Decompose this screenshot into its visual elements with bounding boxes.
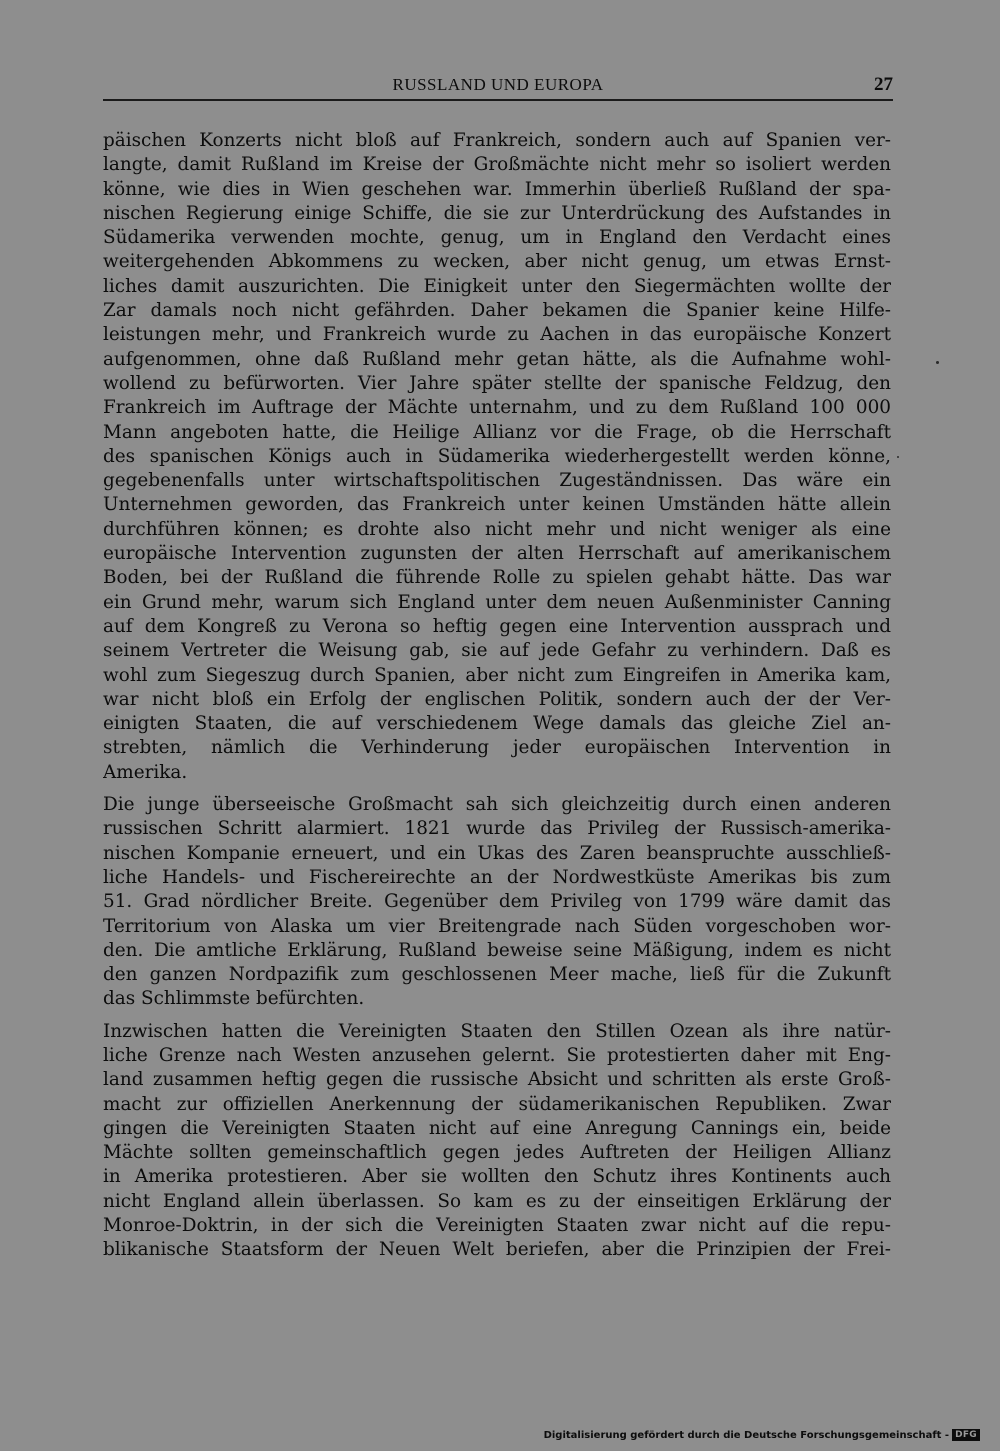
text-line: Zar damals noch nicht gefährden. Daher bekamen die Spanier keine Hilfe-	[103, 300, 891, 322]
text-line: russischen Schritt alarmiert. 1821 wurde das Privileg der Russisch-amerika-	[103, 818, 891, 840]
text-line: könne, wie dies in Wien geschehen war. Immerhin überließ Rußland der spa-	[103, 178, 891, 200]
text-line: päischen Konzerts nicht bloß auf Frankreich, sondern auch auf Spanien ver-	[103, 130, 891, 151]
dfg-logo-icon: DFG	[952, 1429, 980, 1441]
text-line: Frankreich im Auftrage der Mächte unternahm, und zu dem Rußland 100 000	[103, 397, 891, 419]
text-line: Mächte sollten gemeinschaftlich gegen jedes Auftreten der Heiligen Allianz	[103, 1142, 891, 1164]
text-line: ein Grund mehr, warum sich England unter dem neuen Außenminister Canning	[103, 591, 891, 613]
text-line: einigten Staaten, die auf verschiedenem Wege damals das gleiche Ziel an-	[103, 713, 891, 735]
text-line: wollend zu befürworten. Vier Jahre später stellte der spanische Feldzug, den	[103, 372, 891, 394]
text-line: gegebenenfalls unter wirtschaftspolitischen Zugeständnissen. Das wäre ein	[103, 470, 891, 492]
text-line: blikanische Staatsform der Neuen Welt beriefen, aber die Prinzipien der Frei-	[103, 1239, 891, 1261]
text-line: land zusammen heftig gegen die russische Absicht und schritten als erste Groß-	[103, 1069, 891, 1091]
text-line: europäische Intervention zugunsten der alten Herrschaft auf amerikanischem	[103, 543, 891, 565]
text-line: den ganzen Nordpazifik zum geschlossenen Meer mache, ließ für die Zukunft	[103, 964, 891, 986]
text-line: nischen Regierung einige Schiffe, die sie zur Unterdrückung des Aufstandes in	[103, 202, 891, 224]
page-number: 27	[874, 74, 893, 95]
scan-speck	[897, 456, 899, 458]
paragraph-1	[103, 129, 891, 785]
text-line: seinem Vertreter die Weisung gab, sie auf jede Gefahr zu verhindern. Daß es	[103, 640, 891, 662]
text-line: Unternehmen geworden, das Frankreich unter keinen Umständen hätte allein	[103, 494, 891, 516]
text-line: wohl zum Siegeszug durch Spanien, aber nicht zum Eingreifen in Amerika kam,	[103, 664, 891, 686]
text-line: auf dem Kongreß zu Verona so heftig gegen eine Intervention aussprach und	[103, 615, 891, 637]
body-text	[103, 129, 891, 1263]
text-line: durchführen können; es drohte also nicht mehr und nicht weniger als eine	[103, 518, 891, 540]
text-line: Amerika.	[103, 761, 188, 783]
text-line: Die junge überseeische Großmacht sah sich gleichzeitig durch einen anderen	[103, 794, 891, 816]
text-line: in Amerika protestieren. Aber sie wollten den Schutz ihres Kontinents auch	[103, 1166, 891, 1188]
text-line: Boden, bei der Rußland die führende Rolle zu spielen gehabt hätte. Das war	[103, 567, 891, 589]
text-line: liches damit auszurichten. Die Einigkeit unter den Siegermächten wollte der	[103, 275, 891, 297]
text-line: gingen die Vereinigten Staaten nicht auf eine Anregung Cannings ein, beide	[103, 1117, 891, 1139]
running-header	[103, 74, 893, 98]
paragraph-3	[103, 1020, 891, 1263]
text-line: 51. Grad nördlicher Breite. Gegenüber dem Privileg von 1799 wäre damit das	[103, 891, 891, 913]
text-line: nicht England allein überlassen. So kam es zu der einseitigen Erklärung der	[103, 1190, 891, 1212]
text-line: des spanischen Königs auch in Südamerika wiederhergestellt werden könne,	[103, 445, 891, 467]
text-line: war nicht bloß ein Erfolg der englischen Politik, sondern auch der der Ver-	[103, 688, 891, 710]
text-line: weitergehenden Abkommens zu wecken, aber nicht genug, um etwas Ernst-	[103, 251, 891, 273]
header-rule	[103, 99, 893, 101]
scan-speck	[936, 361, 939, 364]
text-line: liche Handels- und Fischereirechte an der Nordwestküste Amerikas bis zum	[103, 866, 891, 888]
text-line: das Schlimmste befürchten.	[103, 988, 365, 1010]
text-line: aufgenommen, ohne daß Rußland mehr getan hätte, als die Aufnahme wohl-	[103, 348, 891, 370]
digitization-credit	[544, 1429, 980, 1441]
credit-text: Digitalisierung gefördert durch die Deutsche Forschungsgemeinschaft -	[543, 1429, 950, 1441]
text-line: Inzwischen hatten die Vereinigten Staaten den Stillen Ozean als ihre natür-	[103, 1020, 891, 1042]
text-line: den. Die amtliche Erklärung, Rußland beweise seine Mäßigung, indem es nicht	[103, 939, 891, 961]
paragraph-2	[103, 793, 891, 1012]
text-line: Territorium von Alaska um vier Breitengrade nach Süden vorgeschoben wor-	[103, 915, 891, 937]
text-line: Monroe-Doktrin, in der sich die Vereinigten Staaten zwar nicht auf die repu-	[103, 1215, 891, 1237]
running-title: RUSSLAND UND EUROPA	[392, 75, 604, 94]
text-line: Südamerika verwenden mochte, genug, um in England den Verdacht eines	[103, 227, 891, 249]
text-line: leistungen mehr, und Frankreich wurde zu Aachen in das europäische Konzert	[103, 324, 891, 346]
text-line: nischen Kompanie erneuert, und ein Ukas des Zaren beanspruchte ausschließ-	[103, 842, 891, 864]
text-line: liche Grenze nach Westen anzusehen gelernt. Sie protestierten daher mit Eng-	[103, 1044, 891, 1066]
text-line: Mann angeboten hatte, die Heilige Allianz vor die Frage, ob die Herrschaft	[103, 421, 891, 443]
text-line: strebten, nämlich die Verhinderung jeder europäischen Intervention in	[103, 737, 891, 759]
text-line: macht zur offiziellen Anerkennung der südamerikanischen Republiken. Zwar	[103, 1093, 891, 1115]
text-line: langte, damit Rußland im Kreise der Großmächte nicht mehr so isoliert werden	[103, 154, 891, 176]
